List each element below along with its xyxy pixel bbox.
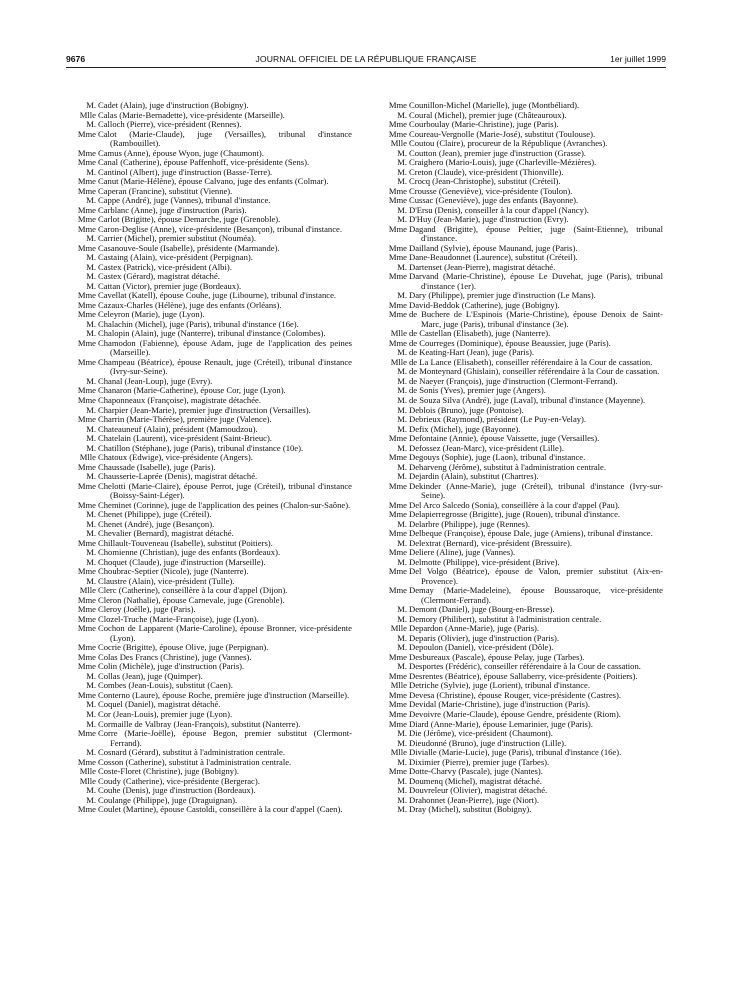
honorific: Mme [388, 433, 407, 444]
appointment-text: Couhe (Denis), juge d'instruction (Bordeaux). [98, 785, 256, 796]
honorific: Mme [388, 709, 407, 719]
appointment-text: Dagand (Brigitte), épouse Peltier, juge (Saint-Etienne), tribunal d'instance. [409, 223, 663, 244]
appointment-text: Cadet (Alain), juge d'instruction (Bobigny). [98, 100, 249, 110]
honorific: Mlle [79, 452, 96, 463]
appointment-text: Drahonnet (Jean-Pierre), juge (Niort). [409, 794, 540, 805]
honorific: Mme [388, 480, 407, 491]
honorific: Mme [77, 804, 96, 815]
list-item [72, 729, 352, 748]
journal-title: JOURNAL OFFICIEL DE LA RÉPUBLIQUE FRANÇAISE [255, 54, 477, 64]
appointment-text: Delapierregrosse (Brigitte), juge (Rouen), tribunal d'instance. [409, 509, 621, 520]
honorific: M. [397, 204, 407, 215]
honorific: Mme [77, 613, 96, 624]
honorific: M. [397, 642, 407, 653]
appointment-text: Calloch (Pierre), vice-président (Rennes). [98, 119, 242, 130]
appointment-text: Cussac (Geneviève), juge des enfants (Bayonne). [409, 195, 579, 206]
honorific: Mlle [390, 747, 407, 758]
honorific: Mlle [390, 680, 407, 691]
appointment-text: de Castellan (Elisabeth), juge (Nanterre). [409, 328, 551, 339]
appointment-text: Corre (Marie-Joëlle), épouse Begon, premier substitut (Clermont-Ferrand). [98, 728, 352, 748]
honorific: M. [397, 556, 407, 567]
honorific: Mme [388, 699, 407, 710]
appointment-text: Chamodon (Fabienne), épouse Adam, juge de l'application des peines (Marseille). [98, 337, 352, 358]
appointment-text: Delextrat (Bernard), vice-président (Bressuire). [409, 537, 572, 548]
honorific: Mlle [79, 775, 96, 786]
appointment-text: de Monteynard (Ghislain), conseiller référendaire à la Cour de cassation. [409, 366, 660, 377]
honorific: Mme [388, 528, 407, 539]
honorific: Mme [388, 242, 407, 253]
appointment-text: Chatoux (Edwige), vice-présidente (Angers). [98, 452, 253, 463]
left-column [72, 101, 352, 815]
honorific: M. [397, 157, 407, 168]
appointment-text: Cappe (André), juge (Vannes), tribunal d'instance. [98, 195, 271, 206]
appointment-text: Demay (Marie-Madeleine), épouse Boussaroque, vice-présidente (Clermont-Ferrand). [409, 585, 663, 605]
appointment-text: Collas (Jean), juge (Quimper). [98, 670, 203, 681]
honorific: M. [397, 471, 407, 482]
honorific: Mme [388, 128, 407, 139]
honorific: Mme [77, 223, 96, 234]
appointment-text: Delmotte (Philippe), vice-président (Brive). [409, 556, 560, 567]
honorific: M. [397, 347, 407, 358]
honorific: M. [397, 147, 407, 158]
appointment-text: Castex (Patrick), vice-président (Albi). [98, 261, 232, 272]
appointment-text: Chateauneuf (Alain), président (Mamoudzou). [98, 423, 258, 434]
honorific: M. [86, 518, 96, 529]
appointment-text: Chaponneaux (Françoise), magistrate détachée. [98, 394, 261, 405]
appointment-text: Combes (Jean-Louis), substitut (Caen). [98, 680, 233, 691]
honorific: M. [397, 737, 407, 748]
appointment-text: Defix (Michel), juge (Bayonne). [409, 423, 521, 434]
honorific: Mme [77, 337, 96, 348]
honorific: Mme [77, 176, 96, 187]
appointment-text: Cattan (Victor), premier juge (Bordeaux). [98, 280, 242, 291]
honorific: M. [86, 785, 96, 796]
honorific: M. [397, 461, 407, 472]
appointment-text: Demont (Daniel), juge (Bourg-en-Bresse). [409, 604, 555, 615]
list-item [72, 339, 352, 358]
appointment-text: Depoulon (Daniel), vice-président (Dôle). [409, 642, 554, 653]
appointment-text: Chausserie-Laprée (Denis), magistrat détaché. [98, 471, 258, 482]
honorific: Mme [388, 651, 407, 662]
honorific: Mme [388, 119, 407, 130]
honorific: M. [86, 271, 96, 282]
appointment-text: de Buchere de L'Espinois (Marie-Christine), épouse Denoix de Saint-Marc, juge (Paris), tribunal d'instance (3e). [409, 309, 663, 329]
honorific: Mme [388, 509, 407, 520]
appointment-text: Charrin (Marie-Thérèse), première juge (Valence). [98, 414, 272, 425]
honorific: Mme [77, 414, 96, 425]
appointment-text: Chelotti (Marie-Claire), épouse Perrot, juge (Créteil), tribunal d'instance (Boissy-Saint-Léger). [98, 480, 352, 501]
appointment-text: Deharveng (Jérôme), substitut à l'administration centrale. [409, 461, 606, 472]
header-rule [66, 67, 666, 68]
honorific: Mme [77, 461, 96, 472]
appointment-text: Chomienne (Christian), juge des enfants (Bordeaux). [98, 547, 281, 558]
appointment-text: Demory (Philibert), substitut à l'administration centrale. [409, 613, 602, 624]
appointment-text: Courboulay (Marie-Christine), juge (Paris). [409, 119, 559, 130]
honorific: Mme [77, 204, 96, 215]
honorific: M. [397, 661, 407, 672]
appointment-text: Creton (Claude), vice-président (Thionville). [409, 166, 564, 177]
appointment-text: Cheminet (Corinne), juge de l'application des peines (Chalon-sur-Saône). [98, 499, 351, 510]
honorific: Mme [388, 670, 407, 681]
honorific: M. [86, 252, 96, 263]
honorific: Mme [77, 661, 96, 672]
list-item [72, 624, 352, 643]
honorific: Mme [388, 223, 407, 234]
appointment-text: Desrentes (Béatrice), épouse Sallaberry, vice-présidente (Poitiers). [409, 670, 638, 681]
honorific: M. [86, 166, 96, 177]
honorific: Mme [77, 689, 96, 700]
honorific: M. [397, 366, 407, 377]
appointment-text: Dary (Philippe), premier juge d'instruction (Le Mans). [409, 290, 596, 301]
appointment-text: Chillault-Touveneau (Isabelle), substitut (Poitiers). [98, 537, 273, 548]
honorific: M. [397, 261, 407, 272]
honorific: M. [86, 442, 96, 453]
appointment-text: Doumenq (Michel), magistrat détaché. [409, 775, 542, 786]
honorific: M. [86, 328, 96, 339]
appointment-text: Deliere (Aline), juge (Vannes). [409, 547, 516, 558]
appointment-text: Cazaux-Charles (Hélène), juge des enfants (Orléans). [98, 299, 282, 310]
honorific: Mme [388, 195, 407, 206]
appointment-text: de Sonis (Yves), premier juge (Angers). [409, 385, 546, 396]
appointment-text: Claustre (Alain), vice-président (Tulle). [98, 575, 235, 586]
honorific: M. [86, 195, 96, 206]
honorific: M. [397, 604, 407, 615]
appointment-text: Depardon (Anne-Marie), juge (Paris). [409, 623, 540, 634]
appointment-text: Coureau-Vergnolle (Marie-José), substitut (Toulouse). [409, 128, 596, 139]
appointment-text: Cleroy (Joëlle), juge (Paris). [98, 604, 196, 615]
appointment-text: Darvand (Marie-Christine), épouse Le Duvehat, juge (Paris), tribunal d'instance (1er). [409, 271, 663, 291]
honorific: M. [86, 404, 96, 415]
honorific: Mme [77, 651, 96, 662]
honorific: Mme [77, 356, 96, 367]
honorific: Mme [77, 594, 96, 605]
appointment-text: Devesa (Christine), épouse Rouger, vice-présidente (Castres). [409, 689, 622, 700]
list-item [383, 310, 663, 329]
honorific: M. [397, 785, 407, 796]
honorific: M. [397, 442, 407, 453]
list-item [383, 805, 663, 815]
appointment-text: Chalachin (Michel), juge (Paris), tribunal d'instance (16e). [98, 318, 299, 329]
appointment-text: Detriche (Sylvie), juge (Lorient), tribunal d'instance. [409, 680, 591, 691]
appointment-text: Carlot (Brigitte), épouse Demarche, juge (Grenoble). [98, 214, 281, 225]
appointment-text: Chevalier (Bernard), magistrat détaché. [98, 528, 234, 539]
appointment-text: Caron-Deglise (Anne), vice-présidente (Besançon), tribunal d'instance. [98, 223, 342, 234]
appointment-text: Devoivre (Marie-Claude), épouse Gendre, présidente (Riom). [409, 709, 621, 719]
appointment-text: Dartenset (Jean-Pierre), magistrat détaché. [409, 261, 556, 272]
honorific: M. [86, 318, 96, 329]
appointment-text: Craighero (Mario-Louis), juge (Charleville-Mézières). [409, 157, 597, 168]
honorific: M. [397, 632, 407, 643]
honorific: Mme [77, 623, 96, 634]
honorific: Mme [77, 299, 96, 310]
honorific: M. [86, 119, 96, 130]
honorific: Mme [388, 271, 407, 282]
honorific: Mlle [79, 585, 96, 596]
honorific: Mme [388, 547, 407, 558]
appointment-text: David-Beddok (Catherine), juge (Bobigny). [409, 299, 560, 310]
appointment-text: Colas Des Francs (Christine), juge (Vannes). [98, 651, 252, 662]
honorific: Mme [388, 252, 407, 263]
appointment-text: Chanaron (Marie-Catherine), épouse Cor, juge (Lyon). [98, 385, 286, 396]
list-item [72, 482, 352, 501]
appointment-text: Cosnard (Gérard), substitut à l'administration centrale. [98, 747, 285, 758]
appointment-text: Castaing (Alain), vice-président (Perpignan). [98, 252, 253, 263]
appointment-text: Diard (Anne-Marie), épouse Lemarinier, juge (Paris). [409, 718, 593, 729]
appointment-text: Die (Jérôme), vice-président (Chaumont). [409, 728, 553, 739]
appointment-text: Dailland (Sylvie), épouse Maunand, juge (Paris). [409, 242, 578, 253]
appointment-text: Cochon de Lapparent (Marie-Caroline), épouse Bronner, vice-présidente (Lyon). [98, 623, 352, 643]
honorific: Mlle [390, 328, 407, 339]
page-header [66, 54, 666, 68]
appointment-text: Delarbre (Philippe), juge (Rennes). [409, 518, 530, 529]
honorific: Mlle [79, 109, 96, 120]
appointment-text: Cosson (Catherine), substitut à l'administration centrale. [98, 756, 292, 767]
appointment-text: Clerc (Catherine), conseillère à la cour d'appel (Dijon). [98, 585, 288, 596]
honorific: M. [397, 404, 407, 415]
honorific: Mme [77, 480, 96, 491]
appointment-text: Del Arco Salcedo (Sonia), conseillère à la cour d'appel (Pau). [409, 499, 620, 510]
honorific: M. [397, 414, 407, 425]
honorific: M. [86, 794, 96, 805]
appointment-text: Carrier (Michel), premier substitut (Nouméa). [98, 233, 256, 244]
appointment-text: Defontaine (Annie), épouse Vaissette, juge (Versailles). [409, 433, 600, 444]
honorific: M. [86, 280, 96, 291]
honorific: M. [86, 375, 96, 386]
appointment-text: Conterno (Laure), épouse Roche, première juge d'instruction (Marseille). [98, 689, 350, 700]
appointment-text: Defossez (Jean-Marc), vice-président (Lille). [409, 442, 564, 453]
appointment-text: Delbeque (Françoise), épouse Dale, juge (Amiens), tribunal d'instance. [409, 528, 653, 539]
appointment-text: Coulet (Martine), épouse Castoldi, conseillère à la cour d'appel (Caen). [98, 804, 343, 815]
honorific: M. [397, 423, 407, 434]
appointment-text: D'Ersu (Denis), conseiller à la cour d'appel (Nancy). [409, 204, 589, 215]
honorific: M. [86, 233, 96, 244]
honorific: M. [397, 385, 407, 396]
appointment-text: Canut (Marie-Hélène), épouse Calvano, juge des enfants (Colmar). [98, 176, 329, 187]
appointment-text: Chenet (André), juge (Besançon). [98, 518, 215, 529]
honorific: M. [397, 394, 407, 405]
appointment-text: Del Volgo (Béatrice), épouse de Valon, premier substitut (Aix-en-Provence). [409, 566, 663, 586]
honorific: M. [397, 290, 407, 301]
honorific: Mme [77, 385, 96, 396]
list-item [383, 567, 663, 586]
honorific: M. [86, 556, 96, 567]
appointment-text: Coutou (Claire), procureur de la République (Avranches). [409, 138, 608, 149]
appointment-text: Castex (Gérard), magistrat détaché. [98, 271, 220, 282]
appointment-text: Cleron (Nathalie), épouse Carnevale, juge (Grenoble). [98, 594, 285, 605]
appointment-text: Crousse (Geneviève), vice-présidente (Toulon). [409, 185, 573, 196]
appointment-text: Coulange (Philippe), juge (Draguignan). [98, 794, 238, 805]
appointment-text: D'Huy (Jean-Marie), juge d'instruction (Evry). [409, 214, 569, 225]
appointment-text: Dejardin (Alain), substitut (Chartres). [409, 471, 539, 482]
appointment-text: Desportes (Frédéric), conseiller référendaire à la Cour de cassation. [409, 661, 641, 672]
appointment-text: Carblanc (Anne), juge d'instruction (Paris). [98, 204, 247, 215]
appointment-text: Desbureaux (Pascale), épouse Pelay, juge (Tarbes). [409, 651, 585, 662]
honorific: M. [397, 804, 407, 815]
honorific: M. [86, 709, 96, 719]
appointment-text: Canal (Catherine), épouse Paffenhoff, vice-présidente (Sens). [98, 157, 310, 168]
honorific: Mme [77, 242, 96, 253]
appointment-text: Chanal (Jean-Loup), juge (Evry). [98, 375, 213, 386]
appointment-text: Casanouve-Soule (Isabelle), présidente (Marmande). [98, 242, 280, 253]
honorific: Mme [388, 185, 407, 196]
honorific: M. [86, 747, 96, 758]
honorific: M. [397, 613, 407, 624]
appointment-text: Choubrac-Septier (Nicole), juge (Nanterre). [98, 566, 249, 577]
honorific: Mme [77, 604, 96, 615]
honorific: Mme [77, 214, 96, 225]
appointment-text: Dekinder (Anne-Marie), juge (Créteil), tribunal d'instance (Ivry-sur-Seine). [409, 480, 663, 501]
appointment-text: Coste-Floret (Christine), juge (Bobigny). [98, 766, 240, 777]
honorific: Mme [388, 309, 407, 320]
appointment-text: Celeyron (Marie), juge (Lyon). [98, 309, 205, 320]
issue-date: 1er juillet 1999 [610, 54, 666, 64]
honorific: Mme [77, 537, 96, 548]
appointment-text: de Souza Silva (André), juge (Laval), tribunal d'instance (Mayenne). [409, 394, 646, 405]
appointment-text: Colin (Michèle), juge d'instruction (Paris). [98, 661, 245, 672]
honorific: Mme [77, 290, 96, 301]
honorific: M. [86, 575, 96, 586]
honorific: Mme [77, 147, 96, 158]
appointment-text: Chatillon (Stéphane), juge (Paris), tribunal d'instance (10e). [98, 442, 304, 453]
honorific: Mme [77, 185, 96, 196]
honorific: Mme [388, 100, 407, 110]
honorific: Mme [77, 642, 96, 653]
honorific: M. [86, 433, 96, 444]
appointment-text: Chenet (Philippe), juge (Créteil). [98, 509, 212, 520]
appointment-text: Debrieux (Raymond), président (Le Puy-en-Velay). [409, 414, 587, 425]
list-item [383, 586, 663, 605]
honorific: Mme [77, 128, 96, 139]
appointment-text: Deparis (Olivier), juge d'instruction (Paris). [409, 632, 559, 643]
honorific: Mme [77, 309, 96, 320]
list-item [383, 272, 663, 291]
honorific: Mme [388, 499, 407, 510]
appointment-text: Caperan (Francine), substitut (Vienne). [98, 185, 233, 196]
appointment-text: Coutton (Jean), premier juge d'instruction (Grasse). [409, 147, 586, 158]
honorific: M. [397, 375, 407, 386]
right-column [383, 101, 663, 815]
honorific: M. [86, 471, 96, 482]
appointment-text: Calas (Marie-Bernadette), vice-présidente (Marseille). [98, 109, 285, 120]
honorific: Mme [77, 499, 96, 510]
appointment-text: Dane-Beaudonnet (Laurence), substitut (Créteil). [409, 252, 578, 263]
honorific: M. [86, 528, 96, 539]
honorific: Mme [388, 337, 407, 348]
appointment-text: Degouys (Sophie), juge (Laon), tribunal d'instance. [409, 452, 586, 463]
appointment-text: Cavellat (Katell), épouse Couhe, juge (Libourne), tribunal d'instance. [98, 290, 337, 301]
honorific: M. [86, 509, 96, 520]
appointment-text: Counillon-Michel (Marielle), juge (Montbéliard). [409, 100, 580, 110]
appointment-text: Chalopin (Alain), juge (Nanterre), tribunal d'instance (Colombes). [98, 328, 326, 339]
appointment-text: Coudy (Catherine), vice-présidente (Bergerac). [98, 775, 260, 786]
appointment-text: Diximier (Pierre), premier juge (Tarbes). [409, 756, 550, 767]
honorific: M. [397, 728, 407, 739]
honorific: Mme [77, 756, 96, 767]
appointment-text: Cor (Jean-Louis), premier juge (Lyon). [98, 709, 233, 719]
appointment-text: Coural (Michel), premier juge (Châteauroux). [409, 109, 567, 120]
honorific: M. [397, 537, 407, 548]
appointment-text: Dotte-Charvy (Pascale), juge (Nantes). [409, 766, 543, 777]
honorific: M. [397, 756, 407, 767]
honorific: M. [86, 547, 96, 558]
appointment-text: Cocrie (Brigitte), épouse Olive, juge (Perpignan). [98, 642, 269, 653]
honorific: M. [86, 100, 96, 110]
appointment-text: Deblois (Bruno), juge (Pontoise). [409, 404, 524, 415]
appointment-text: Clozel-Truche (Marie-Françoise), juge (Lyon). [98, 613, 259, 624]
honorific: Mme [388, 452, 407, 463]
honorific: Mme [77, 157, 96, 168]
honorific: M. [86, 718, 96, 729]
appointment-text: Cantinol (Albert), juge d'instruction (Basse-Terre). [98, 166, 273, 177]
appointment-text: de Naeyer (François), juge d'instruction (Clermont-Ferrand). [409, 375, 618, 386]
appointment-text: Coquel (Daniel), magistrat détaché. [98, 699, 221, 710]
appointment-text: Chaussade (Isabelle), juge (Paris). [98, 461, 216, 472]
honorific: Mme [388, 689, 407, 700]
appointment-text: de La Lance (Elisabeth), conseiller référendaire à la Cour de cassation. [409, 356, 653, 367]
appointment-text: Dieudonné (Bruno), juge d'instruction (Lille). [409, 737, 567, 748]
honorific: Mme [77, 566, 96, 577]
page-number: 9676 [66, 54, 86, 64]
honorific: M. [397, 518, 407, 529]
appointment-text: Douvreleur (Olivier), magistrat détaché. [409, 785, 548, 796]
appointment-text: Divialle (Marie-Lucie), juge (Paris), tribunal d'instance (16e). [409, 747, 622, 758]
honorific: Mme [388, 585, 407, 596]
list-item [383, 225, 663, 244]
list-item [72, 805, 352, 815]
honorific: M. [86, 699, 96, 710]
appointment-text: Charpier (Jean-Marie), premier juge d'instruction (Versailles). [98, 404, 311, 415]
honorific: Mme [388, 299, 407, 310]
honorific: M. [397, 109, 407, 120]
appointment-text: de Keating-Hart (Jean), juge (Paris). [409, 347, 535, 358]
honorific: M. [397, 166, 407, 177]
honorific: M. [86, 680, 96, 691]
honorific: Mlle [390, 356, 407, 367]
honorific: M. [397, 214, 407, 225]
appointment-text: de Courreges (Dominique), épouse Beaussier, juge (Paris). [409, 337, 611, 348]
appointment-text: Choquet (Claude), juge d'instruction (Marseille). [98, 556, 266, 567]
honorific: M. [86, 670, 96, 681]
honorific: M. [397, 176, 407, 187]
honorific: M. [86, 261, 96, 272]
honorific: M. [397, 794, 407, 805]
honorific: Mme [77, 394, 96, 405]
honorific: Mlle [79, 766, 96, 777]
appointment-text: Crocq (Jean-Christophe), substitut (Créteil). [409, 176, 561, 187]
appointment-text: Champeau (Béatrice), épouse Renault, juge (Créteil), tribunal d'instance (Ivry-sur-Seine). [98, 356, 352, 377]
appointment-text: Camus (Anne), épouse Wyon, juge (Chaumont). [98, 147, 264, 158]
honorific: Mme [388, 566, 407, 577]
appointment-text: Devidal (Marie-Christine), juge d'instruction (Paris). [409, 699, 591, 710]
honorific: Mlle [390, 138, 407, 149]
appointment-text: Chatelain (Laurent), vice-président (Saint-Brieuc). [98, 433, 272, 444]
honorific: Mme [388, 718, 407, 729]
list-item [72, 130, 352, 149]
appointment-text: Cormaille de Valbray (Jean-François), substitut (Nanterre). [98, 718, 301, 729]
honorific: Mme [77, 728, 96, 739]
list-item [72, 358, 352, 377]
appointment-text: Calot (Marie-Claude), juge (Versailles), tribunal d'instance (Rambouillet). [98, 128, 352, 149]
appointment-text: Dray (Michel), substitut (Bobigny). [409, 804, 532, 815]
list-item [383, 482, 663, 501]
honorific: Mlle [390, 623, 407, 634]
honorific: M. [397, 775, 407, 786]
honorific: M. [86, 423, 96, 434]
honorific: Mme [388, 766, 407, 777]
